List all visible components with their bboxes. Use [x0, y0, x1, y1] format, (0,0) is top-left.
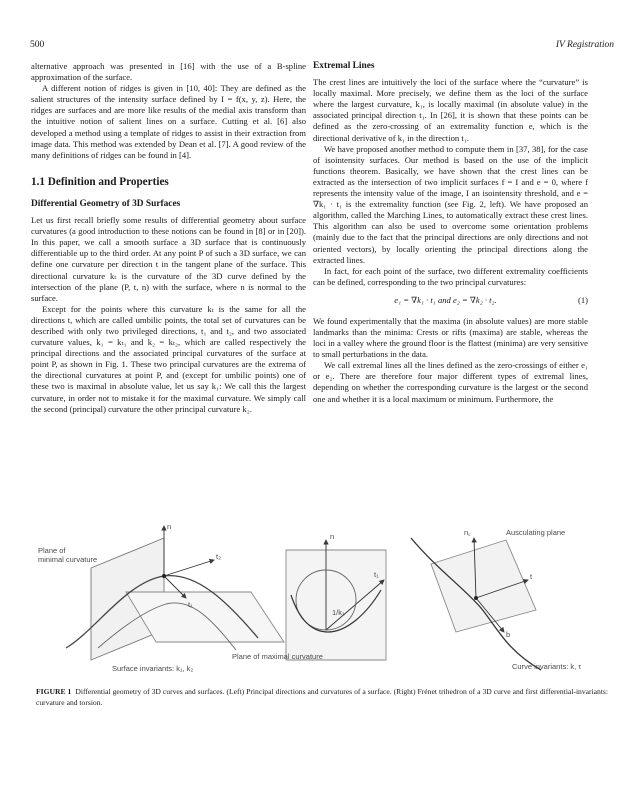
label-nc: n꜀	[464, 528, 471, 537]
label-curve-invariants: Curve invariants: k, τ	[512, 662, 582, 671]
osculating-plane	[431, 540, 536, 632]
figure-caption	[36, 686, 608, 708]
right-paragraph-4: We found experimentally that the maxima (in absolute values) are more stable landmarks than the minima: Crests or rifts (maxima) are stable, whereas the loci in a valley where the ground floor is the flattest (minima) are very sensitive to small perturbations in the data.	[313, 315, 588, 360]
label-inverse-k1: 1/k₁	[332, 608, 345, 617]
t2-vector	[164, 560, 214, 576]
left-paragraph-2: A different notion of ridges is given in [10, 40]: They are defined as the salient structures of the intensity surface defined by I = f(x, y, z). Here, the ridges are surfaces and are more like results of the medial axis transform than the intuitive notion of salient lines on a surface. Cutting et al. [6] also developed a method using a template of ridges to assist in their extraction from image data. This method was extended by Dean et al. [7]. A good review of the many definitions of ridges can be found in [4].	[31, 83, 306, 160]
surface-point	[162, 574, 166, 578]
equation-body: e₁ = ∇k₁ · t₁ and e₂ = ∇k₂ · t₂.	[394, 295, 497, 306]
right-paragraph-5: We call extremal lines all the lines defined as the zero-crossings of either e₁ or e₂. There are therefore four major different types of extremal lines, depending on whether the corresponding curvature is the largest or the second one and whether it is a local maximum or minimum. Furthermore, the	[313, 360, 588, 404]
page-header	[30, 40, 614, 54]
caption-text: Differential geometry of 3D curves and surfaces. (Left) Principal directions and curvatures of a surface. (Right) Frénet trihedron of a 3D curve and first differential-invariants: curvature and torsion.	[36, 687, 608, 707]
figure-1	[36, 520, 610, 678]
equation-1	[313, 294, 588, 308]
label-t1-mid: t₁	[374, 570, 379, 579]
section-title: 1.1 Definition and Properties	[31, 175, 169, 188]
label-n-mid: n	[330, 532, 335, 541]
surface-panel	[66, 526, 284, 660]
figure-1-drawing	[36, 520, 610, 678]
frenet-panel	[411, 538, 541, 670]
label-t-right: t	[530, 572, 533, 581]
label-osculating-plane: Ausculating plane	[506, 528, 566, 537]
left-paragraph-4: Except for the points where this curvature kₜ is the same for all the directions t, which are called umbilic points, the total set of curvatures can be described with only two privileged directions, t₁ and t₂, and two associated curvature values, k₁ = kₜ₁ and k₂ = kₜ₂, which are called respectively the principal directions and the associated principal curvatures of the surface at point P, as shown in Fig. 1. These two principal curvatures are the extrema of the directional curvatures at point P, and (except for umbilic points) one of these two is maximal in absolute value, let us say k₁: We call this the largest curvature, in order not to mistake it for the maximal curvature. We simply call the second (principal) curvature the other principal curvature k₂.	[31, 303, 306, 414]
curve-point	[474, 596, 478, 600]
label-b-right: b	[506, 630, 511, 639]
subsection-title-differential-geometry: Differential Geometry of 3D Surfaces	[31, 198, 181, 209]
page-number: 500	[30, 40, 45, 50]
subsection-title-extremal-lines: Extremal Lines	[313, 61, 375, 71]
left-paragraph-1: alternative approach was presented in [16] with the use of a B-spline approximation of the surface.	[31, 61, 306, 83]
caption-label: FIGURE 1	[36, 687, 72, 696]
label-surface-invariants: Surface invariants: k₁, k₂	[112, 664, 194, 673]
curvature-panel	[286, 540, 386, 660]
left-column	[31, 61, 306, 415]
label-n-left: n	[167, 522, 172, 531]
right-column	[313, 61, 588, 405]
right-paragraph-1: The crest lines are intuitively the loci of the surface where the “curvature” is locally maximal. More precisely, we define them as the loci of the surface where the largest curvature, k₁, is locally maximal (in absolute value) in the associated principal direction t₁. In [26], it is shown that these points can be defined as the zero-crossing of an extremality function e, which is the directional derivative of k₁ in the direction t₁.	[313, 77, 588, 143]
right-paragraph-3: In fact, for each point of the surface, two different extremality coefficients can be defined, corresponding to the two principal curvatures:	[313, 265, 588, 287]
label-plane-maximal: Plane of maximal curvature	[232, 652, 323, 661]
label-plane-minimal: Plane of minimal curvature	[38, 546, 98, 564]
label-t2: t₂	[216, 552, 221, 561]
equation-number: (1)	[577, 295, 588, 306]
right-paragraph-2: We have proposed another method to compute them in [37, 38], for the case of isointensity surfaces. Our method is based on the use of the implicit functions theorem. Basically, we have shown that the crest lines can be extracted as the intersection of two implicit surfaces f = I and e = 0, where f represents the intensity value of the image, I an isointensity threshold, and e = ∇k₁ · t₁ is the extremality function (see Fig. 2, left). We have proposed an algorithm, called the Marching Lines, to automatically extract these crest lines. This algorithm can also be used to overcome some orientation problems (mainly due to the fact that the principal directions are only directions and not oriented vectors), by locally orienting the principal directions along the extracted lines.	[313, 143, 588, 265]
left-paragraph-3: Let us first recall briefly some results of differential geometry about surface curvatures (a good introduction to these notions can be found in [8] or in [20]). In this paper, we call a smooth surface a 3D surface that is continuously differentiable up to the third order. At any point P of such a 3D surface, we can define one curvature per direction t in the tangent plane of the surface. This directional curvature kₜ is the curvature of the 3D curve defined by the intersection of the plane (P, t, n) with the surface, where n is normal to the surface.	[31, 215, 306, 303]
running-head: IV Registration	[555, 40, 614, 50]
label-t1-left: t₁	[188, 600, 193, 609]
